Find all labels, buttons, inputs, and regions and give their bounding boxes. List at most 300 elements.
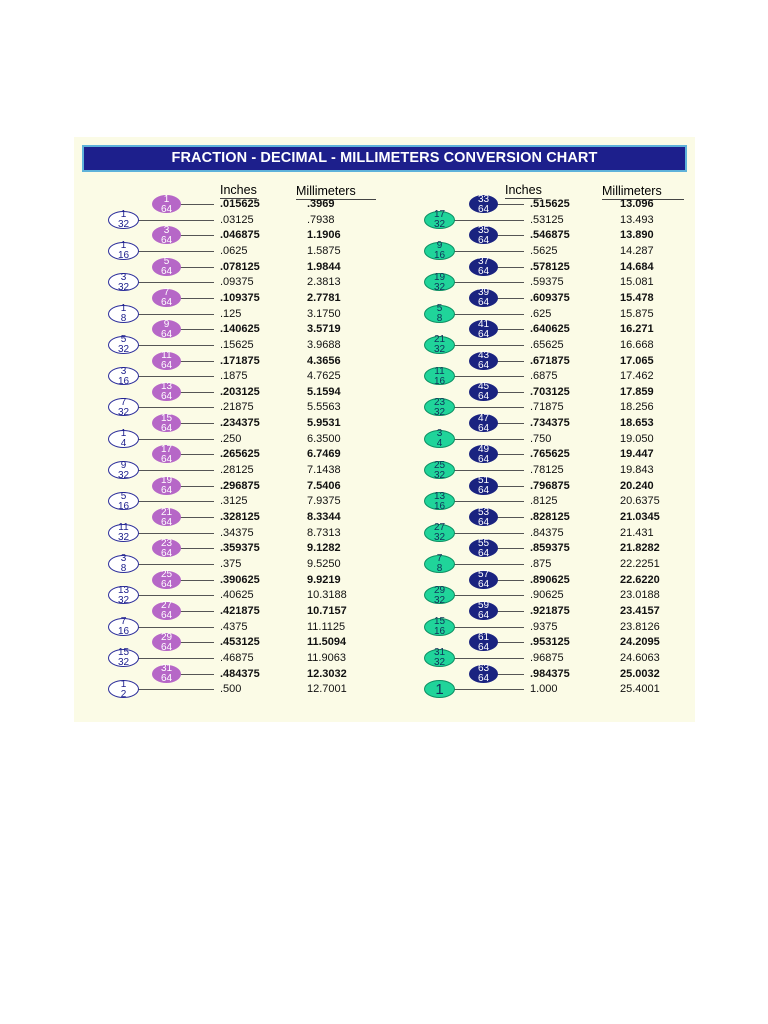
- left-row-leader-line: [137, 533, 214, 534]
- left-millimeters-value: 5.1594: [307, 385, 341, 398]
- right-fraction-badge: [469, 571, 498, 589]
- right-row-leader-line: [453, 595, 524, 596]
- fraction-numerator: 29: [433, 584, 446, 596]
- right-fraction-badge: [424, 680, 455, 698]
- right-decimal-inches: .828125: [530, 511, 570, 523]
- right-decimal-inches: .796875: [530, 479, 570, 492]
- fraction-denominator: 16: [117, 626, 130, 638]
- right-row-leader-line: [496, 204, 524, 205]
- left-millimeters-value: 6.3500: [307, 432, 341, 445]
- fraction-denominator: 64: [477, 203, 490, 215]
- fraction-denominator: 8: [436, 313, 443, 325]
- left-decimal-inches: .09375: [220, 276, 254, 289]
- left-decimal-inches: .234375: [220, 417, 260, 430]
- right-fraction-badge: [424, 398, 455, 416]
- right-millimeters-value: 19.447: [620, 448, 654, 461]
- left-row-leader-line: [179, 235, 214, 236]
- left-decimal-inches: .250: [220, 432, 242, 445]
- right-decimal-inches: .640625: [530, 323, 570, 336]
- fraction-numerator: 1: [120, 678, 127, 690]
- left-millimeters-value: 5.5563: [307, 401, 341, 414]
- fraction-numerator: 27: [160, 600, 173, 612]
- right-fraction-badge: [469, 477, 498, 495]
- right-millimeters-value: 13.096: [620, 198, 654, 210]
- fraction-numerator: 9: [120, 459, 127, 471]
- right-millimeters-value: 24.2095: [620, 636, 660, 649]
- left-millimeters-value: 4.7625: [307, 370, 341, 383]
- fraction-numerator: 21: [433, 334, 446, 346]
- right-row-leader-line: [496, 674, 524, 675]
- fraction-denominator: 64: [160, 641, 173, 653]
- fraction-numerator: 5: [120, 334, 127, 346]
- right-millimeters-value: 16.668: [620, 338, 654, 351]
- left-decimal-inches: .125: [220, 307, 242, 320]
- fraction-numerator: 61: [477, 631, 490, 643]
- right-row-leader-line: [453, 407, 524, 408]
- fraction-denominator: 32: [433, 406, 446, 418]
- fraction-denominator: 32: [117, 344, 130, 356]
- right-fraction-badge: [424, 430, 455, 448]
- left-decimal-inches: .390625: [220, 573, 260, 586]
- left-fraction-badge: [152, 320, 181, 338]
- fraction-denominator: 64: [477, 485, 490, 497]
- right-decimal-inches: .546875: [530, 229, 570, 242]
- left-row-leader-line: [137, 627, 214, 628]
- conversion-chart: [74, 137, 695, 722]
- left-fraction-badge: [152, 633, 181, 651]
- right-millimeters-value: 13.493: [620, 213, 654, 226]
- left-fraction-badge: [152, 226, 181, 244]
- left-fraction-badge: [152, 445, 181, 463]
- left-millimeters-value: 12.3032: [307, 667, 347, 680]
- fraction-numerator: 29: [160, 631, 173, 643]
- right-fraction-badge: [469, 508, 498, 526]
- left-fraction-badge: [152, 289, 181, 307]
- fraction-numerator: 45: [477, 381, 490, 393]
- left-millimeters-value: 7.5406: [307, 479, 341, 492]
- fraction-numerator: 49: [477, 443, 490, 455]
- fraction-numerator: 11: [434, 365, 445, 377]
- fraction-denominator: 32: [117, 532, 130, 544]
- left-fraction-badge: [108, 430, 139, 448]
- left-decimal-inches: .484375: [220, 667, 260, 680]
- left-row-leader-line: [137, 282, 214, 283]
- left-millimeters-value: 1.9844: [307, 260, 341, 273]
- left-millimeters-value: 3.5719: [307, 323, 341, 336]
- fraction-denominator: 64: [477, 266, 490, 278]
- left-decimal-inches: .171875: [220, 354, 260, 367]
- fraction-numerator: 31: [433, 647, 446, 659]
- fraction-numerator: 19: [160, 475, 173, 487]
- right-row-leader-line: [453, 627, 524, 628]
- fraction-numerator: 3: [120, 553, 127, 565]
- fraction-numerator: 5: [120, 490, 127, 502]
- right-fraction-badge: [469, 383, 498, 401]
- left-row-leader-line: [179, 361, 214, 362]
- left-fraction-badge: [152, 571, 181, 589]
- fraction-denominator: 64: [477, 579, 490, 591]
- right-millimeters-value: 15.478: [620, 291, 654, 304]
- fraction-numerator: 7: [436, 553, 443, 565]
- fraction-numerator: 1: [120, 428, 127, 440]
- left-millimeters-value: 9.5250: [307, 557, 341, 570]
- fraction-denominator: 32: [433, 469, 446, 481]
- right-row-leader-line: [496, 267, 524, 268]
- left-row-leader-line: [137, 376, 214, 377]
- left-row-leader-line: [137, 314, 214, 315]
- right-decimal-inches: .921875: [530, 604, 570, 617]
- fraction-numerator: 53: [477, 506, 490, 518]
- right-decimal-inches: .734375: [530, 417, 570, 430]
- fraction-numerator: 1: [163, 193, 170, 205]
- fraction-numerator: 25: [433, 459, 446, 471]
- right-millimeters-value: 21.431: [620, 526, 654, 539]
- right-decimal-inches: .890625: [530, 573, 570, 586]
- fraction-denominator: 32: [433, 344, 446, 356]
- fraction-numerator: 3: [120, 365, 127, 377]
- right-millimeters-value: 15.875: [620, 307, 654, 320]
- left-decimal-inches: .203125: [220, 385, 260, 398]
- right-row-leader-line: [453, 251, 524, 252]
- right-decimal-inches: .578125: [530, 260, 570, 273]
- right-millimeters-value: 14.684: [620, 260, 654, 273]
- right-fraction-badge: [424, 461, 455, 479]
- right-row-leader-line: [496, 235, 524, 236]
- right-decimal-inches: .84375: [530, 526, 564, 539]
- right-decimal-inches: .984375: [530, 667, 570, 680]
- left-millimeters-value: 2.3813: [307, 276, 341, 289]
- fraction-denominator: 32: [433, 219, 446, 231]
- left-row-leader-line: [179, 423, 214, 424]
- left-row-leader-line: [179, 392, 214, 393]
- left-millimeters-value: 2.7781: [307, 291, 341, 304]
- left-row-leader-line: [137, 501, 214, 502]
- left-fraction-badge: [108, 336, 139, 354]
- left-row-leader-line: [179, 204, 214, 205]
- fraction-denominator: 32: [433, 281, 446, 293]
- fraction-numerator: 43: [477, 350, 490, 361]
- left-decimal-inches: .1875: [220, 370, 248, 383]
- left-fraction-badge: [108, 492, 139, 510]
- left-row-leader-line: [137, 564, 214, 565]
- right-decimal-inches: .8125: [530, 495, 558, 508]
- left-fraction-badge: [108, 305, 139, 323]
- fraction-numerator: 13: [160, 381, 173, 393]
- fraction-denominator: 16: [433, 250, 446, 262]
- right-fraction-badge: [424, 273, 455, 291]
- fraction-denominator: 64: [160, 579, 173, 591]
- fraction-numerator: 5: [436, 303, 443, 315]
- fraction-denominator: 16: [117, 375, 130, 387]
- right-inches-header: Inches: [505, 183, 542, 197]
- right-row-leader-line: [496, 517, 524, 518]
- fraction-denominator: 64: [477, 328, 490, 340]
- left-fraction-badge: [108, 524, 139, 542]
- fraction-denominator: 8: [120, 313, 127, 325]
- right-millimeters-value: 18.653: [620, 417, 654, 430]
- left-millimeters-value: 3.9688: [307, 338, 341, 351]
- left-fraction-badge: [152, 258, 181, 276]
- left-row-leader-line: [179, 517, 214, 518]
- right-millimeters-value: 22.2251: [620, 557, 660, 570]
- left-decimal-inches: .46875: [220, 651, 254, 664]
- left-decimal-inches: .15625: [220, 338, 254, 351]
- fraction-denominator: 64: [160, 673, 173, 684]
- right-fraction-badge: [469, 195, 498, 213]
- fraction-denominator: 64: [477, 360, 490, 371]
- left-row-leader-line: [137, 220, 214, 221]
- left-fraction-badge: [108, 586, 139, 604]
- fraction-denominator: 64: [160, 453, 173, 465]
- left-row-leader-line: [137, 251, 214, 252]
- fraction-denominator: 4: [436, 438, 443, 450]
- right-millimeters-value: 17.859: [620, 385, 654, 398]
- left-decimal-inches: .28125: [220, 464, 254, 477]
- left-fraction-badge: [152, 508, 181, 526]
- left-row-leader-line: [179, 267, 214, 268]
- right-row-leader-line: [453, 220, 524, 221]
- fraction-whole: 1: [435, 680, 444, 698]
- left-millimeters-value: 8.3344: [307, 511, 341, 523]
- left-millimeters-value: 1.1906: [307, 229, 341, 242]
- fraction-numerator: 9: [163, 318, 170, 330]
- left-decimal-inches: .3125: [220, 495, 248, 508]
- left-millimeters-value: 11.1125: [307, 620, 346, 633]
- left-inches-header: Inches: [220, 183, 257, 197]
- right-decimal-inches: .625: [530, 307, 552, 320]
- left-decimal-inches: .421875: [220, 604, 260, 617]
- left-fraction-badge: [108, 273, 139, 291]
- right-fraction-badge: [424, 242, 455, 260]
- fraction-numerator: 11: [118, 522, 129, 534]
- right-fraction-badge: [424, 586, 455, 604]
- fraction-numerator: 3: [120, 271, 127, 283]
- fraction-numerator: 1: [120, 240, 127, 252]
- right-row-leader-line: [453, 470, 524, 471]
- fraction-numerator: 1: [120, 209, 127, 221]
- fraction-denominator: 64: [477, 391, 490, 403]
- left-millimeters-value: .7938: [307, 213, 335, 226]
- right-millimeters-value: 17.462: [620, 370, 654, 383]
- left-millimeters-value: 12.7001: [307, 683, 347, 696]
- left-fraction-badge: [152, 665, 181, 683]
- fraction-numerator: 9: [436, 240, 443, 252]
- right-row-leader-line: [453, 564, 524, 565]
- fraction-denominator: 4: [120, 438, 127, 450]
- fraction-denominator: 64: [160, 391, 173, 403]
- left-millimeters-value: 9.1282: [307, 542, 341, 555]
- fraction-denominator: 64: [160, 360, 173, 371]
- left-fraction-badge: [108, 555, 139, 573]
- right-decimal-inches: .859375: [530, 542, 570, 555]
- right-decimal-inches: .71875: [530, 401, 564, 414]
- fraction-numerator: 59: [477, 600, 490, 612]
- left-millimeters-value: 3.1750: [307, 307, 341, 320]
- fraction-denominator: 64: [160, 547, 173, 559]
- right-fraction-badge: [469, 602, 498, 620]
- right-row-leader-line: [496, 298, 524, 299]
- right-decimal-inches: 1.000: [530, 683, 558, 696]
- fraction-numerator: 13: [433, 490, 446, 502]
- fraction-numerator: 7: [163, 287, 170, 299]
- fraction-numerator: 19: [433, 271, 446, 283]
- right-millimeters-value: 19.843: [620, 464, 654, 477]
- left-millimeters-value: 7.9375: [307, 495, 341, 508]
- fraction-numerator: 3: [163, 224, 170, 236]
- right-fraction-badge: [469, 414, 498, 432]
- right-fraction-badge: [424, 305, 455, 323]
- fraction-numerator: 21: [160, 506, 173, 518]
- right-decimal-inches: .671875: [530, 354, 570, 367]
- fraction-denominator: 16: [433, 500, 446, 512]
- right-decimal-inches: .765625: [530, 448, 570, 461]
- right-row-leader-line: [453, 533, 524, 534]
- right-decimal-inches: .53125: [530, 213, 564, 226]
- fraction-numerator: 1: [120, 303, 127, 315]
- right-fraction-badge: [469, 226, 498, 244]
- fraction-numerator: 17: [160, 443, 173, 455]
- fraction-numerator: 7: [120, 396, 127, 408]
- left-fraction-badge: [152, 414, 181, 432]
- right-millimeters-value: 25.4001: [620, 683, 660, 696]
- left-fraction-badge: [152, 539, 181, 557]
- left-row-leader-line: [179, 329, 214, 330]
- fraction-numerator: 47: [477, 412, 490, 424]
- fraction-denominator: 32: [433, 657, 446, 669]
- fraction-numerator: 31: [160, 663, 173, 674]
- fraction-numerator: 55: [477, 537, 490, 549]
- fraction-numerator: 17: [433, 209, 446, 221]
- fraction-denominator: 64: [160, 422, 173, 434]
- fraction-denominator: 64: [477, 610, 490, 622]
- right-millimeters-value: 15.081: [620, 276, 654, 289]
- left-decimal-inches: .500: [220, 683, 242, 696]
- fraction-denominator: 64: [477, 297, 490, 309]
- left-row-leader-line: [137, 689, 214, 690]
- right-fraction-badge: [424, 492, 455, 510]
- right-millimeters-header: Millimeters: [602, 185, 684, 200]
- left-millimeters-value: .3969: [307, 198, 335, 210]
- left-millimeters-value: 8.7313: [307, 526, 341, 539]
- fraction-denominator: 2: [120, 688, 127, 700]
- right-fraction-badge: [424, 367, 455, 385]
- left-millimeters-value: 11.9063: [307, 651, 346, 664]
- fraction-denominator: 64: [477, 516, 490, 528]
- left-decimal-inches: .375: [220, 557, 242, 570]
- left-row-leader-line: [179, 580, 214, 581]
- right-fraction-badge: [424, 649, 455, 667]
- fraction-numerator: 13: [117, 584, 130, 596]
- left-decimal-inches: .296875: [220, 479, 260, 492]
- fraction-numerator: 39: [477, 287, 490, 299]
- left-fraction-badge: [108, 618, 139, 636]
- fraction-denominator: 32: [433, 594, 446, 606]
- left-decimal-inches: .03125: [220, 213, 254, 226]
- right-fraction-badge: [424, 336, 455, 354]
- left-decimal-inches: .4375: [220, 620, 248, 633]
- fraction-denominator: 32: [117, 594, 130, 606]
- left-row-leader-line: [137, 658, 214, 659]
- left-row-leader-line: [179, 454, 214, 455]
- right-millimeters-value: 25.0032: [620, 667, 660, 680]
- left-decimal-inches: .0625: [220, 244, 248, 257]
- fraction-numerator: 11: [161, 350, 172, 361]
- left-decimal-inches: .265625: [220, 448, 260, 461]
- fraction-denominator: 32: [117, 469, 130, 481]
- right-millimeters-value: 24.6063: [620, 651, 660, 664]
- right-decimal-inches: .609375: [530, 291, 570, 304]
- fraction-denominator: 32: [117, 219, 130, 231]
- right-fraction-badge: [424, 555, 455, 573]
- left-row-leader-line: [137, 439, 214, 440]
- fraction-denominator: 16: [117, 500, 130, 512]
- left-decimal-inches: .015625: [220, 198, 260, 210]
- fraction-denominator: 64: [160, 485, 173, 497]
- right-decimal-inches: .90625: [530, 589, 564, 602]
- right-row-leader-line: [453, 282, 524, 283]
- left-decimal-inches: .40625: [220, 589, 254, 602]
- right-fraction-badge: [469, 289, 498, 307]
- fraction-denominator: 16: [117, 250, 130, 262]
- left-fraction-badge: [108, 211, 139, 229]
- right-decimal-inches: .6875: [530, 370, 558, 383]
- left-fraction-badge: [152, 195, 181, 213]
- right-fraction-badge: [469, 633, 498, 651]
- right-millimeters-value: 20.240: [620, 479, 654, 492]
- right-fraction-badge: [469, 539, 498, 557]
- left-decimal-inches: .109375: [220, 291, 260, 304]
- left-decimal-inches: .078125: [220, 260, 260, 273]
- right-millimeters-value: 21.0345: [620, 511, 660, 523]
- left-fraction-badge: [152, 477, 181, 495]
- right-row-leader-line: [453, 314, 524, 315]
- right-decimal-inches: .750: [530, 432, 552, 445]
- right-millimeters-value: 23.0188: [620, 589, 660, 602]
- fraction-denominator: 64: [160, 328, 173, 340]
- left-row-leader-line: [137, 470, 214, 471]
- right-millimeters-value: 14.287: [620, 244, 654, 257]
- left-row-leader-line: [179, 298, 214, 299]
- left-fraction-badge: [108, 242, 139, 260]
- left-fraction-badge: [108, 398, 139, 416]
- left-decimal-inches: .140625: [220, 323, 260, 336]
- left-row-leader-line: [137, 345, 214, 346]
- fraction-numerator: 23: [433, 396, 446, 408]
- fraction-numerator: 27: [433, 522, 446, 534]
- fraction-denominator: 64: [160, 203, 173, 215]
- left-fraction-badge: [152, 352, 181, 370]
- fraction-denominator: 64: [477, 234, 490, 246]
- right-millimeters-value: 19.050: [620, 432, 654, 445]
- fraction-denominator: 64: [160, 234, 173, 246]
- left-fraction-badge: [108, 680, 139, 698]
- fraction-denominator: 64: [477, 547, 490, 559]
- left-row-leader-line: [137, 595, 214, 596]
- fraction-numerator: 35: [477, 224, 490, 236]
- fraction-numerator: 7: [120, 616, 127, 628]
- left-millimeters-value: 5.9531: [307, 417, 341, 430]
- left-row-leader-line: [179, 674, 214, 675]
- fraction-denominator: 16: [433, 626, 446, 638]
- right-fraction-badge: [424, 524, 455, 542]
- fraction-numerator: 15: [433, 616, 446, 628]
- right-millimeters-value: 13.890: [620, 229, 654, 242]
- fraction-denominator: 64: [160, 297, 173, 309]
- right-decimal-inches: .953125: [530, 636, 570, 649]
- right-decimal-inches: .65625: [530, 338, 564, 351]
- fraction-numerator: 51: [477, 475, 490, 487]
- right-decimal-inches: .515625: [530, 198, 570, 210]
